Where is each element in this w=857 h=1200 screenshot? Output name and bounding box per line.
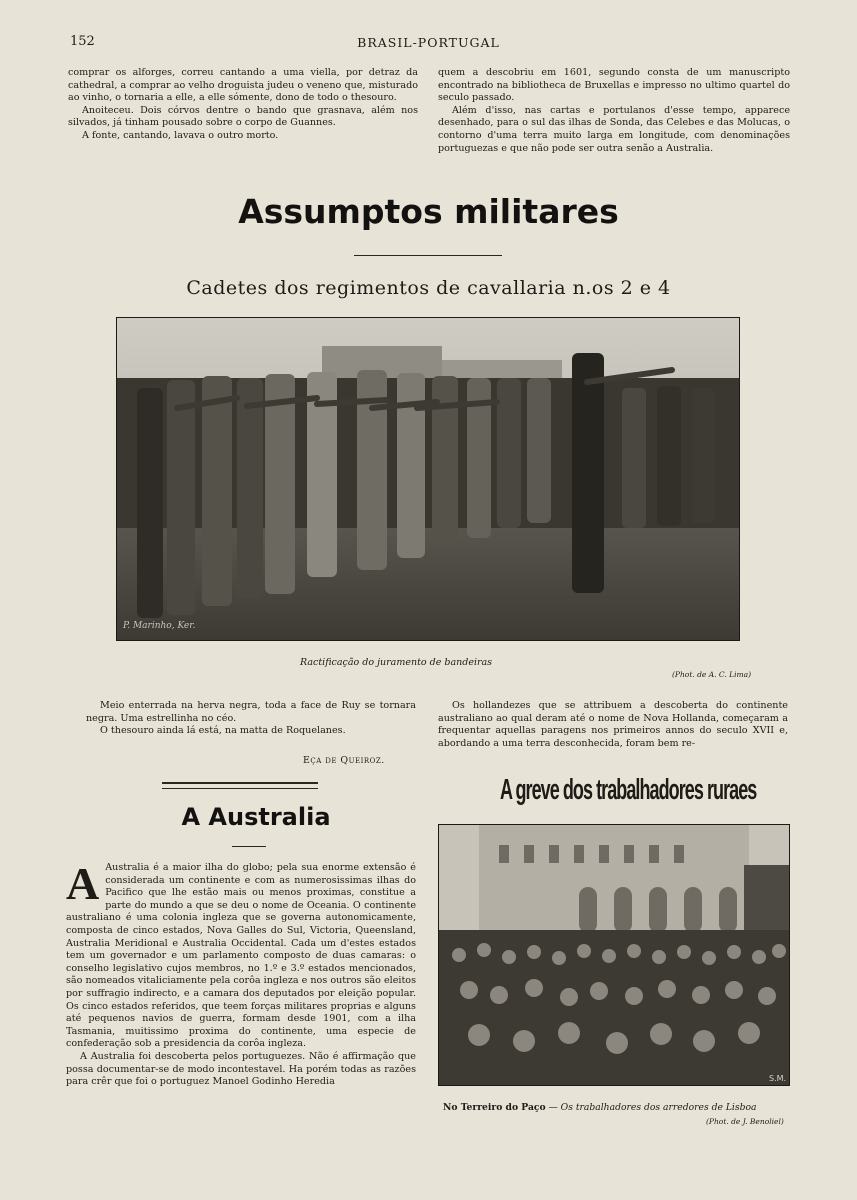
paragraph [66, 858, 416, 1051]
top-left-column [68, 67, 418, 143]
strike-photo [438, 824, 790, 1086]
cadets-photo-image [117, 318, 739, 640]
paragraph: O thesouro ainda lá está, na matta de Roquelanes. [100, 725, 346, 737]
paragraph-text: Australia é a maior ilha do globo; pela sua enorme extensão é considerada um continente e com as numerosissimas ilhas do Pacifico que lhe estão mais ou menos proximas, constitue a parte do mundo a que se deu o nome de Oceania. O continente australiano é uma colonia ingleza que se governa autonomicamente, composta de cinco estados, Nova Galles do Sul, Victoria, Queensland, Australia Meridional e Australia Occidental. Cada um d'estes estados tem um governador e um parlamento composto de duas camaras: o conselho legislativo cujos membros, no 1.º e 3.º estados mencionados, são nomeados vitaliciamente pela corôa ingleza e nos outros são eleitos por suffragio indirecto, e a camara dos deputados por eleição popular. Os cinco estados referidos, que teem forças militares proprias e alguns até pequenos navios de guerra, formam desde 1901, com a ilha Tasmania, muitissimo proxima do continente, uma especie de confederação sob a presidencia da corôa ingleza. [66, 862, 416, 1050]
strike-photo-image [439, 825, 789, 1085]
paragraph: A Australia foi descoberta pelos portuguezes. Não é affirmação que possa documentar-se de modo incontestavel. Ha porém todas as razões para crêr que foi o portuguez Manoel Godinho Heredia [66, 1050, 416, 1088]
photo-signature: S.M. [769, 1074, 787, 1083]
divider [162, 788, 318, 789]
photo-signature: P. Marinho, Ker. [123, 621, 196, 631]
photo-subtitle: Cadetes dos regimentos de cavallaria n.os 2 e 4 [186, 277, 671, 299]
paragraph: comprar os alforges, correu cantando a uma viella, por detraz da cathedral, a comprar ao velho droguista judeu o veneno que, misturado ao vinho, o tornaria a elle, a elle sómente, dono de todo o thesouro. [68, 67, 418, 104]
paragraph: quem a descobriu em 1601, segundo consta de um manuscripto encontrado na bibliotheca de Bruxellas e impresso no ultimo quartel do seculo passado. [438, 67, 790, 104]
cadets-photo-caption: Ractificação do juramento de bandeiras [300, 657, 493, 668]
author-signature: Eça de Queiroz. [303, 755, 385, 766]
section-title: Assumptos militares [238, 192, 619, 231]
australia-title: A Australia [181, 803, 331, 831]
dropcap: A [66, 858, 100, 909]
divider [354, 255, 502, 256]
page-number: 152 [70, 34, 95, 49]
greve-title-box [500, 774, 857, 810]
magazine-title: BRASIL-PORTUGAL [357, 35, 500, 50]
caption-dash: — [548, 1102, 558, 1113]
caption-place: No Terreiro do Paço [443, 1102, 546, 1113]
paragraph: Anoiteceu. Dois córvos dentre o bando que grasnava, além nos silvados, já tinham pousado sobre o corpo de Guannes. [68, 104, 418, 129]
divider [232, 846, 266, 847]
paragraph: Meio enterrada na herva negra, toda a face de Ruy se tornara negra. Uma estrellinha no céo. [86, 700, 416, 724]
paragraph: Além d'isso, nas cartas e portulanos d'esse tempo, apparece desenhado, para o sul das ilhas de Sonda, das Celebes e das Molucas, o contorno d'uma terra muito larga em longitude, com denominações portuguezas e que não pode ser outra senão a Australia. [438, 104, 790, 154]
caption-text: Os trabalhadores dos arredores de Lisboa [560, 1102, 757, 1113]
greve-title: A greve dos trabalhadores ruraes [500, 774, 757, 806]
australia-article [66, 858, 416, 1089]
strike-photo-credit: (Phot. de J. Benoliel) [706, 1117, 784, 1126]
middle-right-column [438, 700, 788, 750]
divider [162, 782, 318, 784]
paragraph: A fonte, cantando, lavava o outro morto. [82, 129, 279, 141]
cadets-photo [116, 317, 740, 641]
middle-left-column [86, 700, 416, 738]
strike-photo-caption [443, 1102, 756, 1113]
top-right-column [438, 67, 790, 155]
cadets-photo-credit: (Phot. de A. C. Lima) [672, 670, 752, 679]
paragraph: Os hollandezes que se attribuem a descoberta do continente australiano ao qual deram até o nome de Nova Hollanda, começaram a frequentar aquellas paragens nos primeiros annos do seculo XVII e, abordando a uma terra desconhecida, foram bem re- [438, 700, 788, 749]
